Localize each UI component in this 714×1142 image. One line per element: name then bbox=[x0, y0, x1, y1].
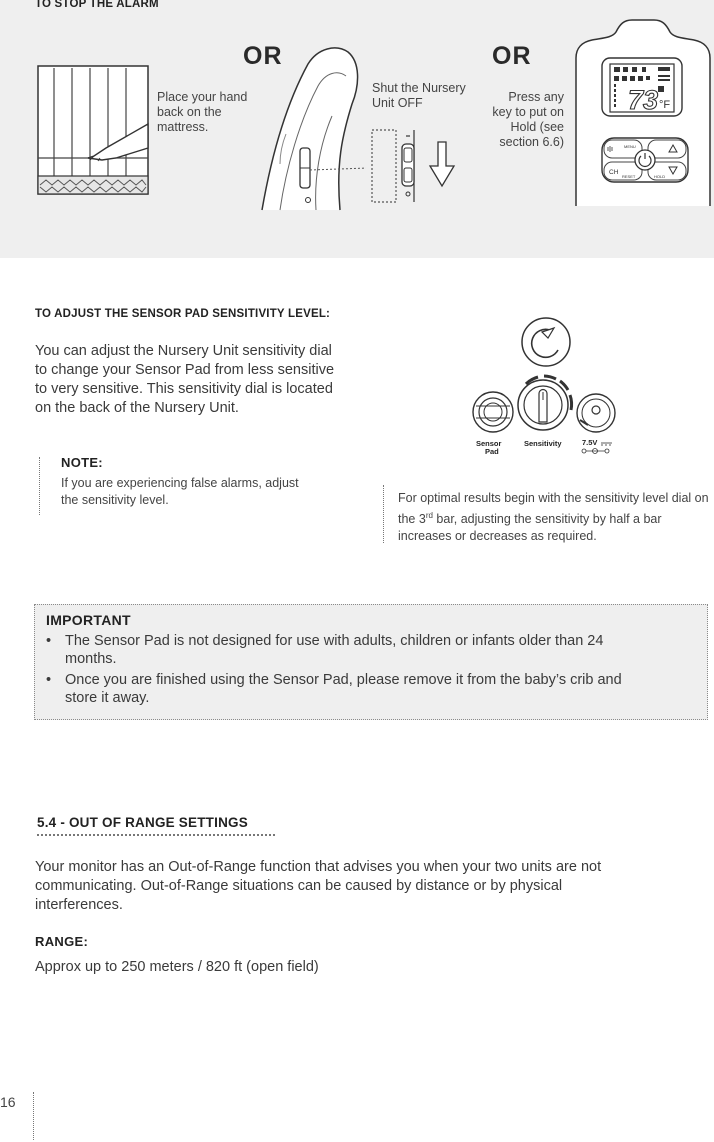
page-number-divider bbox=[33, 1092, 34, 1140]
important-bullet bbox=[46, 632, 636, 668]
out-of-range-body: Your monitor has an Out-of-Range function that advises you when your two units are not communicating. Out-of-Range situations can be caused by distance or by physical interferences. bbox=[35, 859, 602, 913]
parent-unit-illustration bbox=[572, 18, 714, 208]
nursery-unit-illustration bbox=[256, 44, 366, 212]
key-hold: HOLD bbox=[654, 174, 666, 179]
important-title: IMPORTANT bbox=[46, 612, 131, 628]
or-label-2: OR bbox=[492, 42, 532, 70]
label-pad: Pad bbox=[485, 447, 499, 456]
label-sensor: Sensor bbox=[476, 439, 502, 448]
key-menu: MENU bbox=[624, 144, 636, 149]
display-unit: °F bbox=[659, 99, 671, 111]
page-number: 16 bbox=[0, 1094, 16, 1110]
key-ch: CH bbox=[609, 169, 619, 176]
sensitivity-tip bbox=[398, 490, 712, 545]
label-sensitivity: Sensitivity bbox=[524, 439, 562, 448]
caption-press-key: Press any key to put on Hold (see section 6.6) bbox=[492, 90, 564, 149]
bullet-marker: • bbox=[46, 672, 52, 688]
sensitivity-heading: TO ADJUST THE SENSOR PAD SENSITIVITY LEVEL: bbox=[35, 308, 331, 320]
tip-superscript: rd bbox=[425, 511, 433, 520]
label-power: 7.5V bbox=[582, 438, 598, 447]
note-title: NOTE: bbox=[61, 455, 103, 470]
tip-text-start: For optimal results begin with the sensitivity level dial on the 3 bbox=[398, 491, 709, 527]
tip-divider bbox=[383, 485, 384, 543]
range-value: Approx up to 250 meters / 820 ft (open field) bbox=[35, 959, 319, 975]
or-label-1: OR bbox=[243, 42, 283, 70]
key-reset: RESET bbox=[622, 174, 636, 179]
sensitivity-dial-illustration bbox=[466, 310, 622, 460]
caption-nursery-off: Shut the Nursery Unit OFF bbox=[372, 81, 466, 110]
caption-hand: Place your hand back on the mattress. bbox=[157, 90, 248, 134]
important-bullet-text: The Sensor Pad is not designed for use with adults, children or infants older than 24 months. bbox=[65, 633, 604, 667]
important-bullet-text: Once you are finished using the Sensor Pad, please remove it from the baby’s crib and store it away. bbox=[65, 672, 622, 706]
range-label: RANGE: bbox=[35, 934, 89, 949]
section-title-rule bbox=[37, 834, 275, 836]
bullet-marker: • bbox=[46, 633, 52, 649]
sensitivity-body: You can adjust the Nursery Unit sensitivity dial to change your Sensor Pad from less sensitive to very sensitive. This sensitivity dial is located on the back of the Nursery Unit. bbox=[35, 343, 335, 416]
stop-alarm-heading: TO STOP THE ALARM bbox=[35, 0, 159, 10]
note-text: If you are experiencing false alarms, adjust the sensitivity level. bbox=[61, 476, 299, 507]
display-temperature: 73 bbox=[628, 85, 659, 115]
important-bullet bbox=[46, 671, 636, 707]
tip-text-end: bar, adjusting the sensitivity by half a bar increases or decreases as required. bbox=[398, 512, 662, 544]
important-list bbox=[46, 632, 636, 707]
out-of-range-title: 5.4 - OUT OF RANGE SETTINGS bbox=[37, 815, 248, 830]
power-switch-detail bbox=[370, 128, 462, 206]
crib-hand-illustration bbox=[36, 64, 150, 196]
note-divider bbox=[39, 457, 40, 515]
